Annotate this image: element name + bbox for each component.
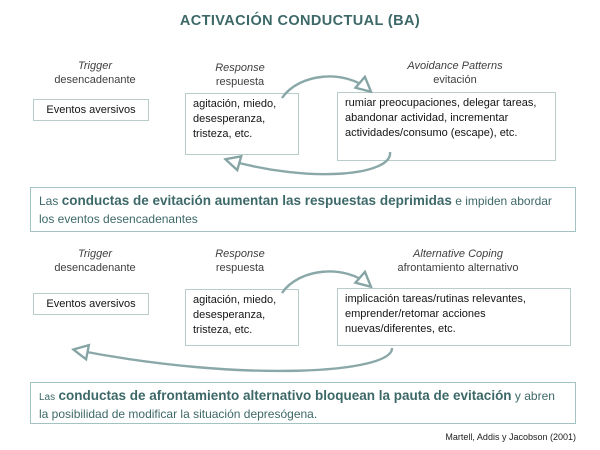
s1-avoidance-box: rumiar preocupaciones, delegar tareas, abandonar actividad, incrementar actividades/consumo (escape), etc.	[337, 92, 556, 161]
s2-arrow-coping-to-trigger	[76, 348, 392, 371]
s2-coping-box: implicación tareas/rutinas relevantes, emprender/retomar acciones nuevas/diferentes, etc.	[337, 288, 571, 346]
s2-header-coping-es: afrontamiento alternativo	[397, 261, 519, 274]
s1-header-avoidance-en: Avoidance Patterns	[407, 60, 503, 72]
s2-response-box: agitación, miedo, desesperanza, tristeza, etc.	[185, 289, 299, 346]
s2-header-coping-en: Alternative Coping	[413, 248, 503, 260]
s1-statement	[30, 187, 576, 232]
s2-header-trigger-en: Trigger	[77, 248, 113, 260]
s1-header-response	[178, 62, 302, 89]
s1-header-trigger-en: Trigger	[77, 60, 113, 72]
citation: Martell, Addis y Jacobson (2001)	[445, 432, 576, 442]
s1-response-box: agitación, miedo, desesperanza, tristeza, etc.	[185, 93, 299, 155]
s2-trigger-box: Eventos aversivos	[33, 293, 149, 315]
s2-header-trigger	[28, 248, 162, 275]
s2-header-response-en: Response	[215, 248, 265, 260]
s1-statement-bold: conductas de evitación aumentan las respuestas deprimidas	[61, 193, 452, 208]
s2-header-response	[178, 248, 302, 275]
s1-header-avoidance	[355, 60, 555, 87]
s1-header-trigger	[28, 60, 162, 87]
s2-header-coping	[352, 248, 564, 275]
s1-statement-rest: e impiden abordar los eventos desencadenantes	[39, 194, 552, 226]
s2-statement-lead: Las	[39, 392, 56, 403]
s1-header-response-es: respuesta	[215, 75, 265, 88]
s2-statement	[30, 382, 576, 424]
s2-statement-bold: conductas de afrontamiento alternativo bloquean la pauta de evitación	[58, 388, 512, 403]
s2-header-response-es: respuesta	[215, 261, 265, 274]
s1-header-trigger-es: desencadenante	[54, 73, 136, 86]
s2-header-trigger-es: desencadenante	[54, 261, 136, 274]
page-title: ACTIVACIÓN CONDUCTUAL (BA)	[179, 13, 421, 29]
s1-trigger-box: Eventos aversivos	[33, 99, 149, 121]
s1-header-avoidance-es: evitación	[433, 73, 477, 86]
s1-header-response-en: Response	[215, 62, 265, 74]
s1-statement-lead: Las	[39, 194, 59, 208]
s2-statement-rest: y abren la posibilidad de modificar la situación depresógena.	[39, 389, 555, 421]
